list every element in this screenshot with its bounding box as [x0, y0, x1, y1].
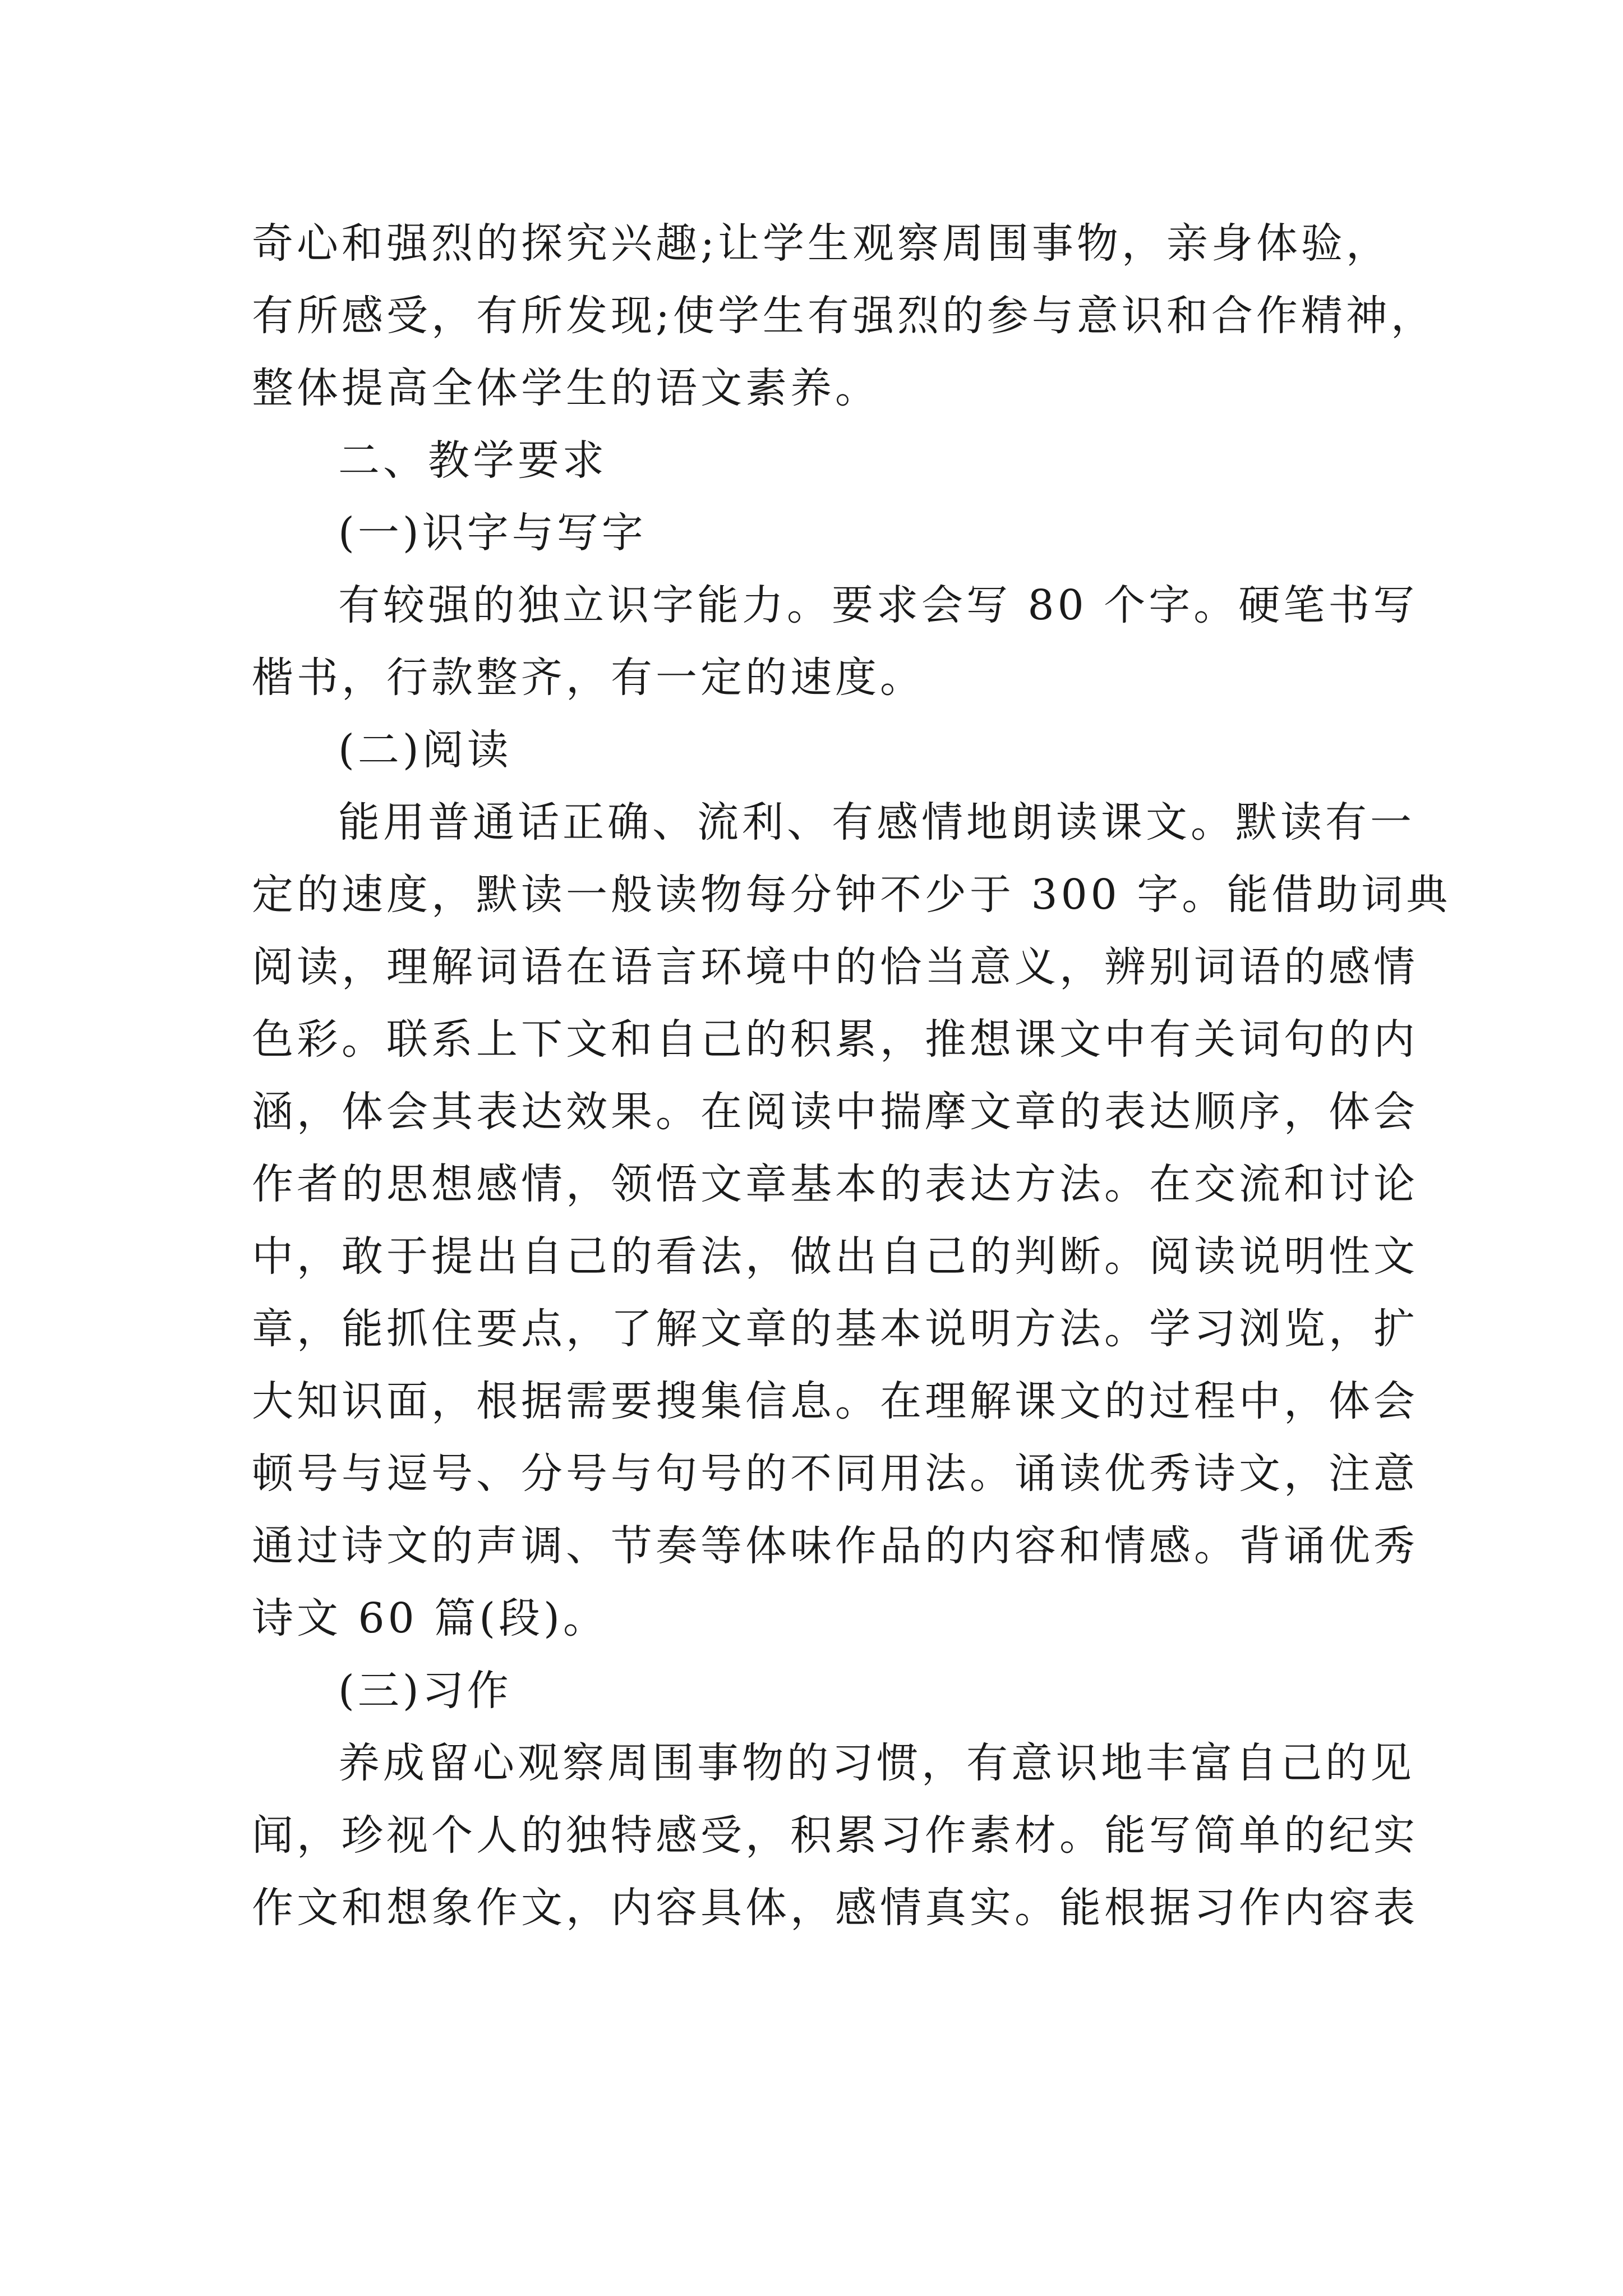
body-text	[252, 208, 1451, 1944]
text-line: (一)识字与写字	[338, 509, 647, 557]
text-line: 奇心和强烈的探究兴趣;让学生观察周围事物，亲身体验，	[252, 219, 1391, 268]
text-line: 顿号与逗号、分号与句号的不同用法。诵读优秀诗文，注意	[252, 1450, 1418, 1498]
text-line: 楷书，行款整齐，有一定的速度。	[252, 654, 925, 702]
text-line: (二)阅读	[338, 726, 512, 774]
text-line: 定的速度，默读一般读物每分钟不少于 300 字。能借助词典	[252, 871, 1451, 919]
text-line: 整体提高全体学生的语文素养。	[252, 364, 880, 412]
text-line: 二、教学要求	[338, 436, 607, 485]
text-line: 诗文 60 篇(段)。	[252, 1594, 608, 1642]
text-line: 能用普通话正确、流利、有感情地朗读课文。默读有一	[338, 798, 1415, 846]
text-line: 中，敢于提出自己的看法，做出自己的判断。阅读说明性文	[252, 1232, 1418, 1281]
text-line: 大知识面，根据需要搜集信息。在理解课文的过程中，体会	[252, 1377, 1418, 1425]
text-line: 阅读，理解词语在语言环境中的恰当意义，辨别词语的感情	[252, 943, 1418, 991]
text-line: 作者的思想感情，领悟文章基本的表达方法。在交流和讨论	[252, 1160, 1418, 1208]
text-line: 有较强的独立识字能力。要求会写 80 个字。硬笔书写	[338, 581, 1418, 629]
text-line: 闻，珍视个人的独特感受，积累习作素材。能写简单的纪实	[252, 1811, 1418, 1860]
text-line: 通过诗文的声调、节奏等体味作品的内容和情感。背诵优秀	[252, 1522, 1418, 1570]
text-line: 涵，体会其表达效果。在阅读中揣摩文章的表达顺序，体会	[252, 1088, 1418, 1136]
text-line: 作文和想象作文，内容具体，感情真实。能根据习作内容表	[252, 1884, 1418, 1932]
text-line: 有所感受，有所发现;使学生有强烈的参与意识和合作精神，	[252, 292, 1436, 340]
text-line: (三)习作	[338, 1667, 512, 1715]
text-line: 色彩。联系上下文和自己的积累，推想课文中有关词句的内	[252, 1015, 1418, 1064]
text-line: 章，能抓住要点，了解文章的基本说明方法。学习浏览，扩	[252, 1305, 1418, 1353]
text-line: 养成留心观察周围事物的习惯，有意识地丰富自己的见	[338, 1739, 1415, 1787]
